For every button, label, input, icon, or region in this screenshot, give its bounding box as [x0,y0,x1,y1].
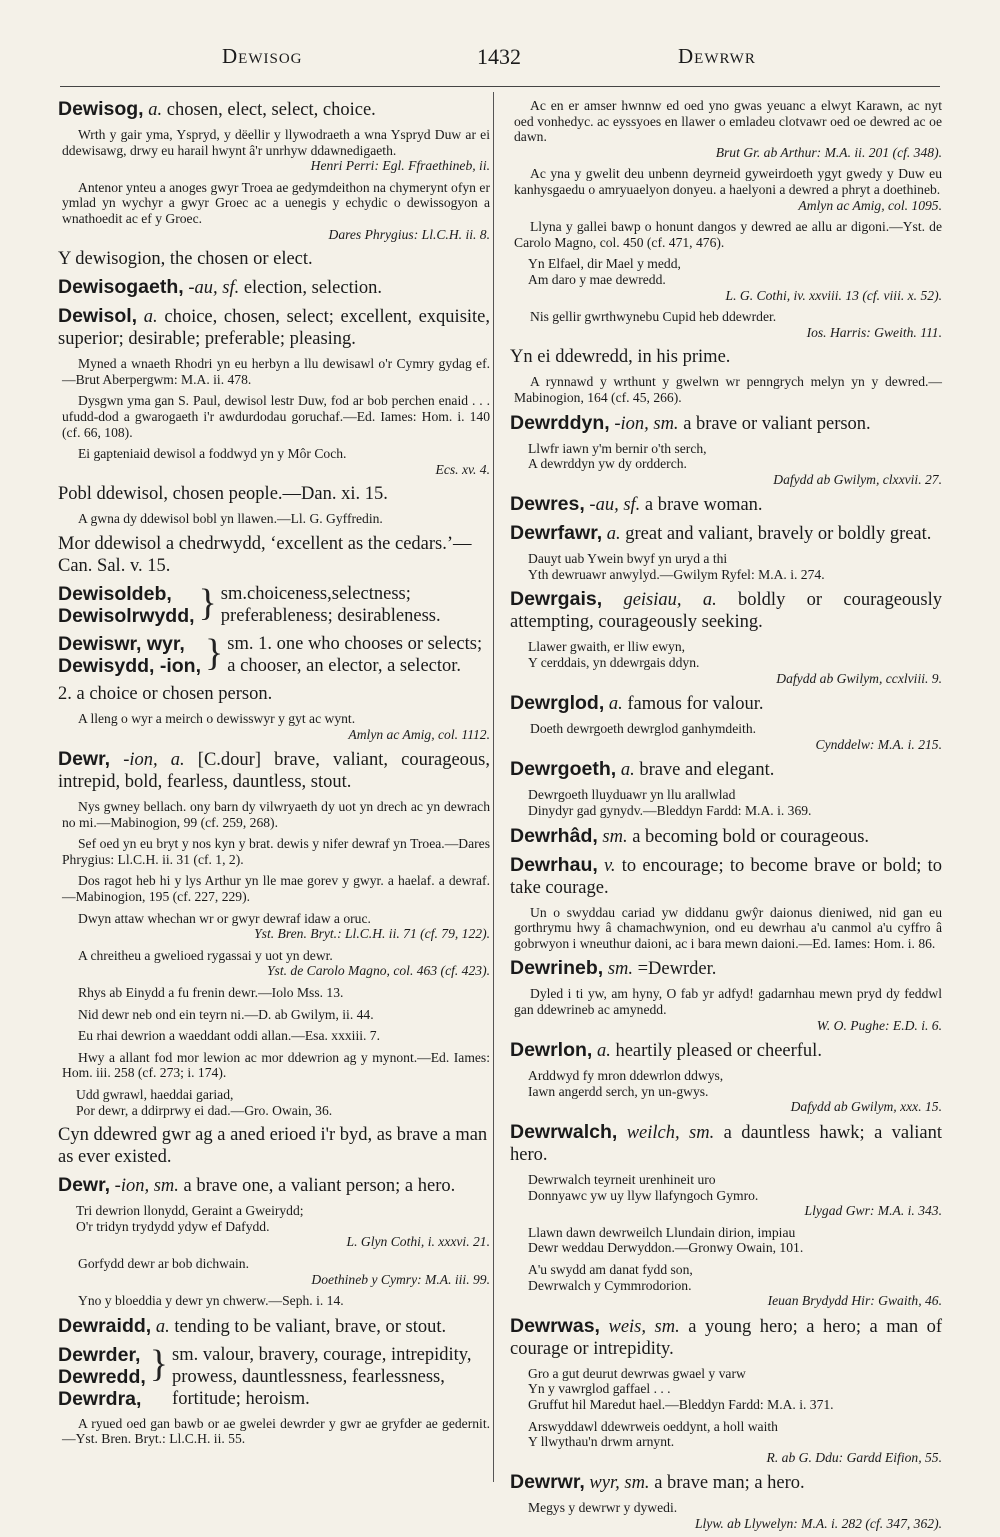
citation-quote: A lleng o wyr a meirch o dewisswyr y gyt ac wynt. Amlyn ac Amig, col. 1112. [58,711,490,742]
part-of-speech: weis, sm. [608,1316,680,1337]
headword: Dewrdra, [58,1387,142,1410]
header-right-guideword: Dewrwr [678,44,756,68]
citation-quote: Nid dewr neb ond ein teyrn ni.—D. ab Gwilym, ii. 44. [78,1006,374,1022]
citation-quote: Udd gwrawl, haeddai gariad, Por dewr, a ddirprwy ei dad.—Gro. Owain, 36. [76,1087,333,1118]
dictionary-entry [510,1315,942,1360]
grouped-entry [58,583,490,627]
part-of-speech: -au, sf. [589,495,641,516]
dictionary-entry [58,305,490,350]
headword: Dewrwr, [510,1471,585,1494]
citation-quote: Dewrwalch teyrneit urenhineit uro Donnyawc yw uy llyw llafyngoch Gymro. Llygad Gwr: M.A. i. 343. [528,1171,942,1219]
definition: to encourage; to become brave or bold; to take courage. [510,855,942,898]
citation-quote: Llyna y gallei bawp o honunt dangos y dewred ae allu ar digoni.—Yst. de Carolo Magno, col. 450 (cf. 471, 476). [514,219,942,250]
part-of-speech: v. [604,855,616,876]
citation-source: Dafydd ab Gwilym, xxx. 15. [790,1099,942,1115]
headword: Dewisydd, -ion, [58,654,202,677]
citation-source: R. ab G. Ddu: Gardd Eifion, 55. [766,1449,942,1465]
citation-source: Amlyn ac Amig, col. 1095. [798,197,942,213]
dictionary-entry [510,493,942,516]
dictionary-entry [510,854,942,899]
citation-quote: Megys y dewrwr y dywedi. Llyw. ab Llywelyn: M.A. i. 282 (cf. 347, 362). [528,1500,942,1531]
definition: a becoming bold or courageous. [632,826,870,847]
citation-quote: Llawn dawn dewrweilch Llundain dirion, impiau Dewr weddau Derwyddon.—Gronwy Owain, 101. [528,1224,804,1256]
headword: Dewrineb, [510,957,604,980]
part-of-speech: -ion, sm. [614,413,679,434]
citation-source: Henri Perri: Egl. Ffraethineb, ii. [310,158,490,174]
citation-source: Ecs. xv. 4. [435,461,490,477]
headword: Dewrhâd, [510,824,598,847]
definition: great and valiant, bravely or boldly great. [625,524,932,545]
dictionary-entry [510,412,942,435]
header-rule [60,86,940,87]
citation-quote: Ac yna y gwelit deu unbenn deyrneid gyweirdoeth ygyt gwedy y Duw eu kanhysgaedu o amryuaelyon donyeu. a haelyoni a dewred a phryt a doethineb. Amlyn ac Amig, col. 1095. [514,166,942,213]
citation-quote: Yno y bloeddia y dewr yn chwerw.—Seph. i. 14. [78,1293,344,1309]
citation-quote: Dysgwn yma gan S. Paul, dewisol lestr Duw, fod ar bob perchen enaid . . . ufudd-dod a gwarogaeth i'r awdurdodau goruchaf.—Ed. Iames: Hom. i. 140 (cf. 66, 108). [62,393,490,440]
citation-source: Ieuan Brydydd Hir: Gwaith, 46. [767,1293,942,1309]
dictionary-entry [58,276,490,299]
definition: boldly or courageously attempting, courageously seeking. [510,590,943,633]
citation-quote: Antenor ynteu a anoges gwyr Troea ae gedymdeithon na chymerynt ofyn er ymlad yn wychyr a gwyr Groec ac a uenegis y echydic o dewissogyon a wnathoedit ac ef y Groec. Dares Phrygius: Ll.C.H. ii. 8. [62,179,490,242]
part-of-speech: wyr, sm. [589,1473,650,1494]
headword-group [58,583,195,627]
citation-quote: A chreitheu a gwelioed rygassai y uot yn dewr. Yst. de Carolo Magno, col. 463 (cf. 423). [58,948,490,979]
dictionary-entry [510,758,942,781]
definition: brave and elegant. [639,760,775,781]
dictionary-entry [58,1174,490,1197]
dictionary-entry [510,1121,942,1166]
definition: election, selection. [243,278,383,299]
grouped-entry [58,1344,490,1410]
dictionary-entry [510,825,942,848]
part-of-speech: -ion, a. [123,750,185,771]
citation-quote: Arswyddawl ddewrweis oeddynt, a holl waith Y llwythau'n drwm arnynt. R. ab G. Ddu: Gardd Eifion, 55. [528,1418,942,1465]
citation-quote: Dos ragot heb hi y lys Arthur yn lle mae gorev y gwyr. a haelaf. a dewraf.—Mabinogion, 195 (cf. 227, 229). [62,873,490,905]
left-column [58,98,490,1453]
dictionary-entry [510,1471,942,1494]
phrase-entry: Mor ddewisol a chedrwydd, ‘excellent as the cedars.’—Can. Sal. v. 15. [58,533,472,576]
definition: tending to be valiant, brave, or stout. [174,1316,447,1337]
citation-quote: Yn Elfael, dir Mael y medd, Am daro y mae dewredd. L. G. Cothi, iv. xxviii. 13 (cf. viii. x. 52). [528,256,942,303]
citation-source: Dares Phrygius: Ll.C.H. ii. 8. [328,226,490,242]
headword: Dewr, [58,1174,111,1197]
headword: Dewrgais, [510,588,603,611]
dictionary-entry [510,588,942,633]
definition: a brave or valiant person. [683,413,871,434]
running-header [60,44,940,74]
part-of-speech: -au, sf. [188,278,240,299]
part-of-speech: a. [608,694,623,715]
citation-quote: Gorfydd dewr ar bob dichwain. Doethineb y Cymry: M.A. iii. 99. [58,1256,490,1287]
definition: chosen, elect, select, choice. [166,100,376,120]
definition: famous for valour. [627,694,764,715]
right-column [510,98,942,1537]
dictionary-entry [510,692,942,715]
citation-source: L. Glyn Cothi, i. xxxvi. 21. [346,1234,490,1250]
citation-quote: Ei gapteniaid dewisol a foddwyd yn y Môr Coch. Ecs. xv. 4. [58,446,490,477]
citation-source: Yst. Bren. Bryt.: Ll.C.H. ii. 71 (cf. 79, 122). [254,926,490,942]
headword: Dewrwalch, [510,1120,618,1143]
part-of-speech: a. [596,1041,611,1062]
headword: Dewrgoeth, [510,758,617,781]
brace-symbol: } [149,1342,169,1385]
part-of-speech: a. [620,760,635,781]
citation-quote: Myned a wnaeth Rhodri yn eu herbyn a llu dewisawl o'r Cymry gydag ef.—Brut Aberpergwm: M.A. ii. 478. [62,356,490,387]
part-of-speech: -ion, sm. [114,1176,179,1197]
phrase-entry: Yn ei ddewredd, in his prime. [510,347,731,368]
citation-quote: Un o swyddau cariad yw diddanu gwŷr daionus dieniwed, nid gan eu gorthrymu hwy â chamachwynion, ond eu dewrhau a'u canmol a'u cyffro â gobrwyon i wneuthur daioni, ac i bara mewn daioni.—Ed. Iames: Hom. i. 86. [514,904,942,951]
headword: Dewisolrwydd, [58,604,195,627]
headword: Dewisogaeth, [58,276,184,299]
definition: heartily pleased or cheerful. [615,1041,822,1062]
citation-quote: Doeth dewrgoeth dewrglod ganhymdeith. Cynddelw: M.A. i. 215. [510,721,942,752]
citation-source: Yst. de Carolo Magno, col. 463 (cf. 423). [266,963,490,979]
definition: choice, chosen, select; excellent, exquisite, superior; desirable; preferable; pleasing. [58,307,491,350]
citation-source: Amlyn ac Amig, col. 1112. [348,726,490,742]
citation-quote: Wrth y gair yma, Yspryd, y dëellir y llywodraeth a wna Yspryd Duw ar ei ddewisawg, drwy eu harail hwynt â'r unrhyw ddawnedigaeth. Henri Perri: Egl. Ffraethineb, ii. [62,127,490,174]
headword: Dewraidd, [58,1314,152,1337]
headword: Dewisog, [58,98,144,120]
phrase-entry: Y dewisogion, the chosen or elect. [58,249,313,270]
brace-symbol: } [198,581,217,624]
definition: a brave man; a hero. [654,1473,805,1494]
citation-source: Llygad Gwr: M.A. i. 343. [804,1203,942,1219]
citation-source: Ios. Harris: Gweith. 111. [806,324,942,340]
definition: sm.choiceness,selectness; preferableness; desirableness. [220,583,441,626]
citation-source: Brut Gr. ab Arthur: M.A. ii. 201 (cf. 348). [715,144,942,160]
headword: Dewrwas, [510,1314,600,1337]
citation-quote: A gwna dy ddewisol bobl yn llawen.—Ll. G. Gyffredin. [78,511,383,527]
definition: a brave one, a valiant person; a hero. [183,1176,456,1197]
grouped-entry [58,633,490,677]
definition: a dauntless hawk; a valiant hero. [510,1122,943,1165]
phrase-entry: 2. a choice or chosen person. [58,683,273,704]
phrase-entry: Pobl ddewisol, chosen people.—Dan. xi. 15. [58,484,388,505]
page-number: 1432 [477,44,521,69]
definition: sm. valour, bravery, courage, intrepidity, prowess, dauntlessness, fearlessness, fortitude; heroism. [172,1344,472,1409]
part-of-speech: a. [155,1316,170,1337]
citation-quote: Sef oed yn eu bryt y nos kyn y brat. dewis y nifer dewraf yn Troea.—Dares Phrygius: Ll.C.H. ii. 31 (cf. 1, 2). [62,836,490,867]
headword: Dewisoldeb, [58,582,172,605]
headword-group [58,1344,146,1410]
dictionary-entry [510,1039,942,1062]
dictionary-entry [58,748,490,793]
dictionary-entry [58,98,490,121]
part-of-speech: sm. [602,826,628,847]
headword: Dewrglod, [510,692,605,715]
definition: =Dewrder. [637,959,717,980]
part-of-speech: a. [148,100,163,120]
citation-quote: Gro a gut deurut dewrwas gwael y varw Yn y vawrglod gaffael . . . Gruffut hil Maredut hael.—Bleddyn Fardd: M.A. i. 371. [528,1365,834,1412]
citation-quote: Tri dewrion llonydd, Geraint a Gweirydd; O'r tridyn trydydd ydyw ef Dafydd. L. Glyn Cothi, i. xxxvi. 21. [76,1203,490,1250]
headword: Dewrlon, [510,1039,593,1062]
part-of-speech: geisiau, a. [623,590,717,611]
part-of-speech: a. [606,524,621,545]
headword: Dewres, [510,493,585,516]
headword: Dewrddyn, [510,411,610,434]
definition: a young hero; a hero; a man of courage or intrepidity. [510,1316,942,1359]
dictionary-entry [510,522,942,545]
headword: Dewiswr, wyr, [58,632,185,655]
citation-quote: Dewrgoeth lluyduawr yn llu arallwlad Dinydyr gad gynydv.—Bleddyn Fardd: M.A. i. 369. [528,787,812,819]
citation-source: Llyw. ab Llywelyn: M.A. i. 282 (cf. 347, 362). [694,1515,942,1531]
citation-source: W. O. Pughe: E.D. i. 6. [816,1017,942,1033]
headword: Dewredd, [58,1365,146,1388]
part-of-speech: a. [143,307,158,328]
citation-quote: Dwyn attaw whechan wr or gwyr dewraf idaw a oruc. Yst. Bren. Bryt.: Ll.C.H. ii. 71 (cf. 79, 122). [58,911,490,942]
citation-quote: A rynnawd y wrthunt y gwelwn wr penngrych melyn yn y dewred.—Mabinogion, 164 (cf. 45, 266). [514,374,942,405]
citation-quote: Dyled i ti yw, am hyny, O fab yr adfyd! gadarnhau mewn pryd dy feddwl gan ddewrineb ac amynedd. W. O. Pughe: E.D. i. 6. [514,986,942,1033]
headword: Dewr, [58,748,111,771]
citation-quote: Nys gwney bellach. ony barn dy vilwryaeth dy uot yn drech ac yn dewrach no mi.—Mabinogion, 99 (cf. 259, 268). [62,799,490,830]
citation-quote: Dauyt uab Ywein bwyf yn uryd a thi Yth dewruawr anwylyd.—Gwilym Ryfel: M.A. i. 274. [528,551,825,582]
dictionary-entry [510,957,942,980]
citation-quote: Eu rhai dewrion a waeddant oddi allan.—Esa. xxxiii. 7. [78,1028,381,1044]
phrase-entry: Cyn ddewred gwr ag a aned erioed i'r byd, as brave a man as ever existed. [58,1125,488,1168]
citation-quote: Llawer gwaith, er lliw ewyn, Y cerddais, yn ddewrgais ddyn. Dafydd ab Gwilym, ccxlviii. 9. [528,639,942,686]
citation-source: Doethineb y Cymry: M.A. iii. 99. [311,1271,490,1287]
citation-source: Dafydd ab Gwilym, clxxvii. 27. [773,471,942,487]
header-left-guideword: Dewisog [222,44,303,68]
dictionary-entry [58,1315,490,1338]
column-divider [493,92,494,1482]
citation-source: Cynddelw: M.A. i. 215. [815,736,942,752]
definition: sm. 1. one who chooses or selects; a chooser, an elector, a selector. [227,633,483,676]
headword: Dewrfawr, [510,522,603,545]
citation-source: Dafydd ab Gwilym, ccxlviii. 9. [776,670,942,686]
citation-quote: Nis gellir gwrthwynebu Cupid heb ddewrder. Ios. Harris: Gweith. 111. [510,309,942,340]
citation-source: L. G. Cothi, iv. xxviii. 13 (cf. viii. x. 52). [725,287,942,303]
headword: Dewrhau, [510,853,598,876]
headword-group [58,633,201,677]
definition: [C.dour] brave, valiant, courageous, intrepid, bold, fearless, dauntless, stout. [58,750,490,793]
citation-quote: Rhys ab Einydd a fu frenin dewr.—Iolo Mss. 13. [78,985,344,1001]
citation-quote: Arddwyd fy mron ddewrlon ddwys, Iawn angerdd serch, yn un-gwys. Dafydd ab Gwilym, xxx. 15. [528,1068,942,1115]
part-of-speech: sm. [607,959,633,980]
part-of-speech: weilch, sm. [626,1122,715,1143]
headword: Dewrder, [58,1343,141,1366]
citation-quote: A'u swydd am danat fydd son, Dewrwalch y Cymmrodorion. Ieuan Brydydd Hir: Gwaith, 46. [528,1261,942,1309]
headword: Dewisol, [58,305,138,328]
citation-quote: Ac en er amser hwnnw ed oed yno gwas yeuanc a elwyt Karawn, ac nyt oed vonhedyc. ac eyssyoes en llawer o emladeu clotvawr oed oe dewred ac oe dawn. Brut Gr. ab Arthur: M.A. ii. 201 (cf. 348). [514,98,942,160]
brace-symbol: } [205,631,224,674]
citation-quote: Llwfr iawn y'm bernir o'th serch, A dewrddyn yw dy ordderch. Dafydd ab Gwilym, clxxvii. 27. [528,440,942,487]
citation-quote: Hwy a allant fod mor lewion ac mor ddewrion ag y mynont.—Ed. Iames: Hom. iii. 258 (cf. 273; i. 174). [62,1049,490,1081]
definition: a brave woman. [644,495,763,516]
citation-quote: A ryued oed gan bawb or ae gwelei dewrder y gwr ae gryfder ae gedernit.—Yst. Bren. Bryt.: Ll.C.H. ii. 55. [62,1415,490,1447]
